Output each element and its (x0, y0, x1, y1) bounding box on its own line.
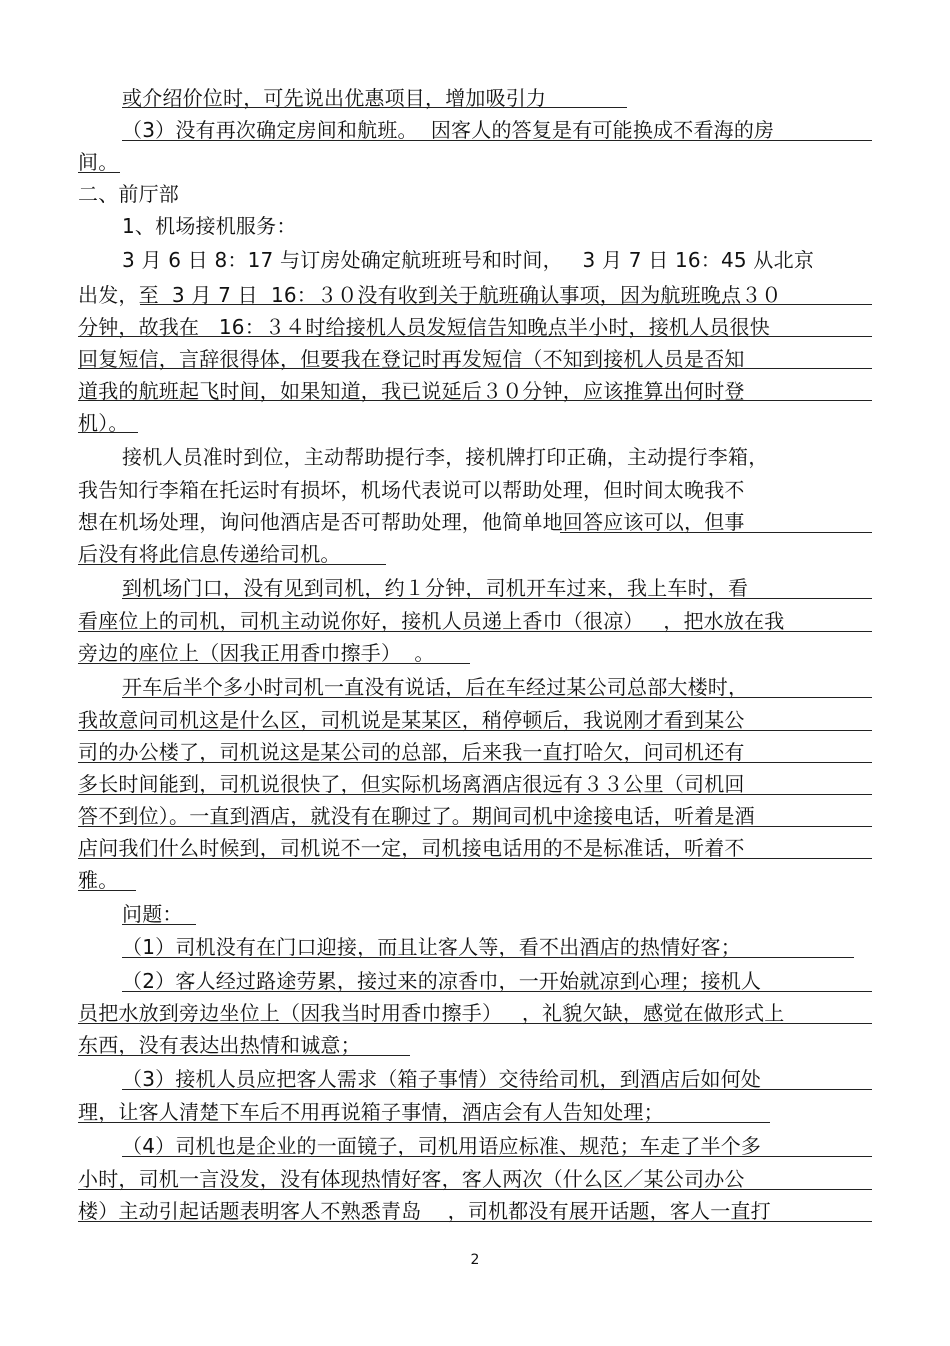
text-line: 间。 (78, 150, 119, 174)
questions-heading: 问题： (122, 902, 183, 926)
text-line: 旁边的座位上（因我正用香巾擦手） 。 (78, 641, 435, 665)
text-line: 看座位上的司机，司机主动说你好，接机人员递上香巾（很凉） ，把水放在我 (78, 609, 785, 633)
underline-rule (78, 794, 872, 795)
text-line: 3 月 6 日 8：17 与订房处确定航班班号和时间， 3 月 7 日 16：45 从北京 (122, 248, 815, 272)
underline-rule (78, 564, 386, 565)
text-line: （3）没有再次确定房间和航班。 因客人的答复是有可能换成不看海的房 (122, 118, 775, 142)
text-line: 出发，至 3 月 7 日 16：３０没有收到关于航班确认事项，因为航班晚点３０ (78, 283, 782, 307)
underline-rule (122, 1089, 872, 1090)
text-line: 店问我们什么时候到，司机说不一定，司机接电话用的不是标准话，听着不 (78, 836, 745, 860)
text-line: 道我的航班起飞时间，如果知道，我已说延后３０分钟，应该推算出何时登 (78, 379, 745, 403)
underline-rule (78, 172, 120, 173)
subsection-heading: 1、机场接机服务： (122, 214, 297, 238)
text-line: 或介绍价位时，可先说出优惠项目，增加吸引力 (122, 86, 547, 110)
text-line: 东西，没有表达出热情和诚意； (78, 1033, 361, 1057)
text-line: 开车后半个多小时司机一直没有说话，后在车经过某公司总部大楼时， (122, 675, 749, 699)
underline-rule (122, 697, 872, 698)
underline-rule (78, 858, 872, 859)
underline-rule (122, 107, 627, 108)
underline-rule (78, 663, 470, 664)
text-line: 理，让客人清楚下车后不用再说箱子事情，酒店会有人告知处理； (78, 1100, 664, 1124)
underline-rule (122, 598, 872, 599)
text-line: 我故意问司机这是什么区，司机说是某某区，稍停顿后，我说刚才看到某公 (78, 708, 745, 732)
underline-rule (78, 730, 872, 731)
text-line: 分钟，故我在 16：３４时给接机人员发短信告知晚点半小时，接机人员很快 (78, 315, 770, 339)
underline-rule (78, 432, 138, 433)
page-number: 2 (470, 1252, 480, 1268)
text-line: 答不到位）。一直到酒店，就没有在聊过了。期间司机中途接电话，听着是酒 (78, 804, 755, 828)
text-line: 接机人员准时到位，主动帮助提行李，接机牌打印正确，主动提行李箱， (122, 445, 769, 469)
text-line: 回复短信，言辞很得体，但要我在登记时再发短信（不知到接机人员是否知 (78, 347, 745, 371)
text-line: 到机场门口，没有见到司机，约１分钟，司机开车过来，我上车时，看 (122, 576, 749, 600)
text-line: 司的办公楼了，司机说这是某公司的总部，后来我一直打哈欠，问司机还有 (78, 740, 745, 764)
text-line: 小时，司机一言没发，没有体现热情好客，客人两次（什么区／某公司办公 (78, 1167, 745, 1191)
underline-rule (78, 762, 872, 763)
text-line: 我告知行李箱在托运时有损坏，机场代表说可以帮助处理，但时间太晚我不 (78, 478, 745, 502)
text-line: 楼）主动引起话题表明客人不熟悉青岛 ，司机都没有展开话题，客人一直打 (78, 1199, 771, 1223)
underline-rule (78, 400, 872, 401)
underline-rule (140, 304, 872, 305)
underline-rule (78, 1122, 770, 1123)
underline-rule (78, 826, 872, 827)
text-line: 想在机场处理，询问他酒店是否可帮助处理，他简单地回答应该可以，但事 (78, 510, 745, 534)
text-line: 机）。 (78, 411, 129, 435)
underline-rule (78, 1055, 410, 1056)
underline-rule (78, 368, 872, 369)
underline-rule (122, 1156, 872, 1157)
underline-rule (78, 1189, 872, 1190)
underline-rule (122, 924, 196, 925)
underline-rule (122, 957, 854, 958)
list-item: （1）司机没有在门口迎接，而且让客人等，看不出酒店的热情好客； (122, 935, 741, 959)
underline-rule (78, 631, 872, 632)
text-line: 多长时间能到，司机说很快了，但实际机场离酒店很远有３３公里（司机回 (78, 772, 745, 796)
list-item: （2）客人经过路途劳累，接过来的凉香巾，一开始就凉到心理；接机人 (122, 969, 762, 993)
underline-rule (560, 532, 872, 533)
list-item: （3）接机人员应把客人需求（箱子事情）交待给司机，到酒店后如何处 (122, 1067, 762, 1091)
text-line: 后没有将此信息传递给司机。 (78, 542, 341, 566)
underline-rule (78, 1023, 872, 1024)
section-heading: 二、前厅部 (78, 182, 179, 206)
text-line: 员把水放到旁边坐位上（因我当时用香巾擦手） ，礼貌欠缺，感觉在做形式上 (78, 1001, 785, 1025)
underline-rule (78, 890, 136, 891)
underline-rule (78, 1221, 872, 1222)
list-item: （4）司机也是企业的一面镜子，司机用语应标准、规范；车走了半个多 (122, 1134, 762, 1158)
underline-rule (78, 336, 872, 337)
underline-rule (122, 991, 872, 992)
text-line: 雅。 (78, 868, 119, 892)
underline-rule (122, 140, 872, 141)
